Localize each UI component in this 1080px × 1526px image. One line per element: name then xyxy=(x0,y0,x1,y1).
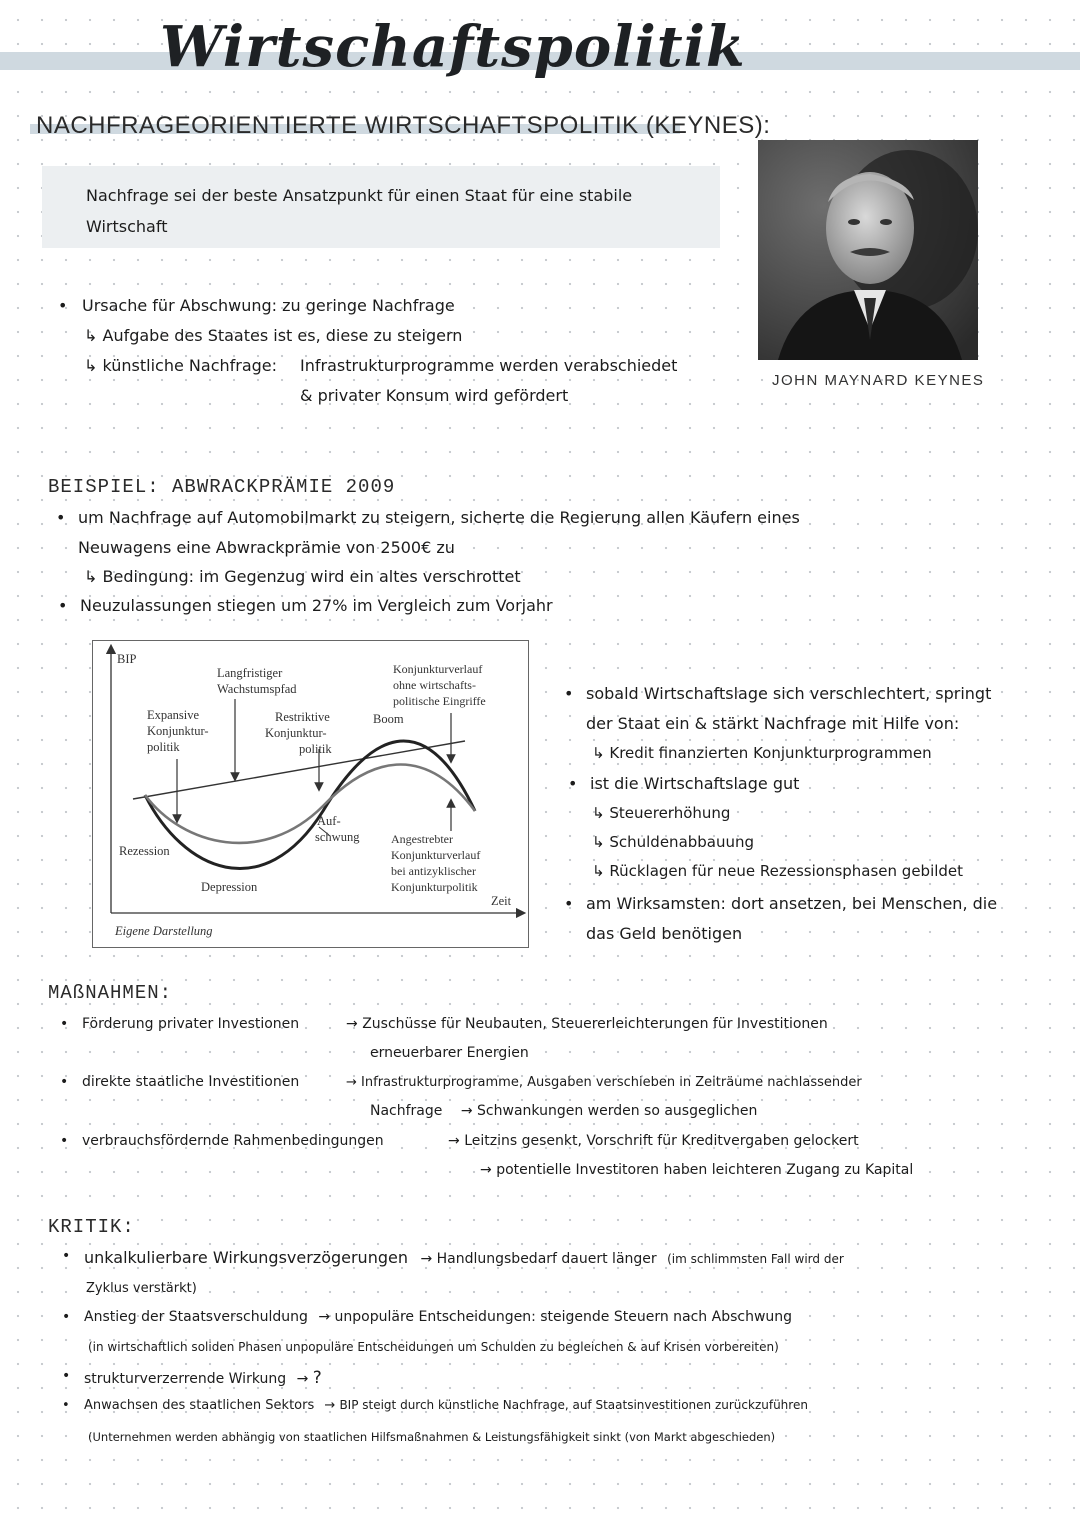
portrait-caption: JOHN MAYNARD KEYNES xyxy=(772,372,985,389)
bullet-dot: • xyxy=(60,1016,69,1032)
right-bullet-1-line1: sobald Wirtschaftslage sich verschlechtert, springt xyxy=(586,684,992,703)
arrow-icon: ↳ xyxy=(592,804,605,822)
measure-3-line2 xyxy=(480,1162,913,1178)
arrow-icon: ↳ xyxy=(592,862,605,880)
arrow-icon: → xyxy=(480,1162,492,1178)
critique-2-b: unpopuläre Entscheidungen: steigende Steuern nach Abschwung xyxy=(334,1309,793,1325)
sub-bullet-artificial-demand xyxy=(84,356,277,375)
right-sub-debt xyxy=(592,833,754,851)
right-bullet-3-line1: am Wirksamsten: dort ansetzen, bei Menschen, die xyxy=(586,894,998,913)
critique-1-a: unkalkulierbare Wirkungsverzögerungen xyxy=(84,1248,408,1267)
expansive-label-1: Expansive xyxy=(147,708,200,722)
example-bullet-1 xyxy=(56,508,800,527)
measure-2-line2 xyxy=(370,1103,757,1119)
measure-2-line1 xyxy=(346,1075,862,1090)
critique-4 xyxy=(62,1398,808,1413)
critique-3-a: strukturverzerrende Wirkung xyxy=(84,1371,287,1387)
artificial-demand-label: künstliche Nachfrage: xyxy=(102,356,278,375)
measure-2-label-text: direkte staatliche Investitionen xyxy=(82,1074,300,1090)
diagram-drawing xyxy=(93,641,528,947)
good-economy-text: ist die Wirtschaftslage gut xyxy=(590,774,800,793)
targeted-label-4: Konjunkturpolitik xyxy=(391,880,478,894)
condition-text: Bedingung: im Gegenzug wird ein altes verschrottet xyxy=(102,567,521,586)
measure-3-line1-text: Leitzins gesenkt, Vorschrift für Kreditvergaben gelockert xyxy=(464,1133,859,1149)
measure-1-line1 xyxy=(346,1016,828,1032)
right-sub-reserves xyxy=(592,862,963,880)
restrictive-label-3: politik xyxy=(299,742,332,756)
example-sub-bullet xyxy=(84,567,521,586)
expansive-label-2: Konjunktur- xyxy=(147,724,209,738)
arrow-icon: ↳ xyxy=(84,567,98,586)
cause-text: Ursache für Abschwung: zu geringe Nachfrage xyxy=(82,296,455,315)
arrow-icon: ↳ xyxy=(592,833,605,851)
bullet-dot: • xyxy=(62,1309,71,1325)
critique-4-b: BIP steigt durch künstliche Nachfrage, auf Staatsinvestitionen zurückzuführen xyxy=(339,1398,808,1412)
critique-heading: KRITIK: xyxy=(48,1216,135,1238)
bullet-dot: • xyxy=(62,1368,71,1384)
arrow-icon: ↳ xyxy=(84,326,98,345)
bullet-dot: • xyxy=(564,684,574,703)
credit-text: Kredit finanzierten Konjunkturprogrammen xyxy=(609,744,932,762)
right-sub-credit xyxy=(592,744,932,762)
business-cycle-diagram xyxy=(92,640,529,948)
section-subtitle: NACHFRAGEORIENTIERTE WIRTSCHAFTSPOLITIK (KEYNES): xyxy=(36,112,771,139)
critique-3 xyxy=(62,1368,322,1388)
example-line2: Neuwagens eine Abwrackprämie von 2500€ zu xyxy=(78,538,455,557)
measure-1-line1-text: Zuschüsse für Neubauten, Steuererleichterungen für Investitionen xyxy=(362,1016,828,1032)
right-bullet-1-line2: der Staat ein & stärkt Nachfrage mit Hilfe von: xyxy=(586,714,960,733)
artificial-demand-line2: & privater Konsum wird gefördert xyxy=(300,386,569,405)
bullet-dot: • xyxy=(62,1248,71,1264)
example-line1: um Nachfrage auf Automobilmarkt zu steigern, sicherte die Regierung allen Käufern eines xyxy=(78,508,800,527)
critique-1-c: (im schlimmsten Fall wird der xyxy=(667,1252,844,1266)
critique-1-line2: Zyklus verstärkt) xyxy=(86,1281,197,1296)
critique-2 xyxy=(62,1309,793,1325)
unregulated-label-2: ohne wirtschafts- xyxy=(393,678,476,692)
arrow-icon: → xyxy=(346,1075,357,1090)
upswing-label-1: Auf- xyxy=(317,814,341,828)
bullet-cause xyxy=(58,296,455,315)
critique-1-b: Handlungsbedarf dauert länger xyxy=(436,1251,657,1267)
registrations-text: Neuzulassungen stiegen um 27% im Vergleich zum Vorjahr xyxy=(80,596,553,615)
measures-heading: MAßNAHMEN: xyxy=(48,982,173,1004)
debt-text: Schuldenabbauung xyxy=(609,833,755,851)
bullet-dot: • xyxy=(58,596,68,615)
measure-3-label xyxy=(60,1133,384,1149)
upswing-label-2: schwung xyxy=(315,830,360,844)
measure-1-label-text: Förderung privater Investionen xyxy=(82,1016,300,1032)
restrictive-label-1: Restriktive xyxy=(275,710,330,724)
unregulated-label-1: Konjunkturverlauf xyxy=(393,662,483,676)
trend-label-1: Langfristiger xyxy=(217,666,283,680)
critique-4-a: Anwachsen des staatlichen Sektors xyxy=(84,1398,315,1413)
bullet-dot: • xyxy=(568,774,578,793)
task-text: Aufgabe des Staates ist es, diese zu steigern xyxy=(102,326,463,345)
bullet-dot: • xyxy=(60,1074,69,1090)
measure-1-line2: erneuerbarer Energien xyxy=(370,1045,529,1061)
arrow-icon: → xyxy=(420,1251,433,1267)
arrow-icon: → xyxy=(346,1016,358,1032)
arrow-icon: → xyxy=(296,1371,309,1387)
sub-bullet-task xyxy=(84,326,462,345)
measure-2-line2-b: Schwankungen werden so ausgeglichen xyxy=(477,1103,758,1119)
measure-3-line1 xyxy=(448,1133,859,1149)
arrow-icon: → xyxy=(448,1133,460,1149)
right-sub-tax xyxy=(592,804,730,822)
critique-3-b: ? xyxy=(312,1368,322,1388)
measure-3-label-text: verbrauchsfördernde Rahmenbedingungen xyxy=(82,1133,384,1149)
artificial-demand-line1: Infrastrukturprogramme werden verabschiedet xyxy=(300,356,678,375)
x-axis-label: Zeit xyxy=(491,894,512,908)
portrait-illustration xyxy=(758,140,978,360)
expansive-label-3: politik xyxy=(147,740,180,754)
tax-text: Steuererhöhung xyxy=(609,804,731,822)
restrictive-label-2: Konjunktur- xyxy=(265,726,327,740)
arrow-icon: → xyxy=(460,1103,473,1119)
bullet-dot: • xyxy=(564,894,574,913)
y-axis-label: BIP xyxy=(117,652,137,666)
bullet-dot: • xyxy=(56,508,66,527)
page-title: Wirtschaftspolitik xyxy=(160,14,746,80)
critique-2-a: Anstieg der Staatsverschuldung xyxy=(84,1309,308,1325)
bullet-dot: • xyxy=(58,296,68,315)
example-bullet-2 xyxy=(58,596,553,615)
measure-3-line2-text: potentielle Investitoren haben leichteren Zugang zu Kapital xyxy=(496,1162,914,1178)
trend-label-2: Wachstumspfad xyxy=(217,682,297,696)
critique-1 xyxy=(62,1248,844,1267)
measure-1-label xyxy=(60,1016,300,1032)
right-bullet-1 xyxy=(564,684,992,703)
targeted-label-1: Angestrebter xyxy=(391,832,453,846)
measure-2-line1-text: Infrastrukturprogramme, Ausgaben verschieben in Zeiträume nachlassender xyxy=(361,1075,862,1090)
right-bullet-3 xyxy=(564,894,998,913)
right-bullet-2 xyxy=(568,774,800,793)
unregulated-label-3: politische Eingriffe xyxy=(393,694,486,708)
critique-2-line2: (in wirtschaftlich soliden Phasen unpopuläre Entscheidungen um Schulden zu begleichen & auf Krisen vorbereiten) xyxy=(88,1340,779,1354)
arrow-icon: → xyxy=(324,1398,336,1413)
bullet-dot: • xyxy=(62,1398,70,1413)
definition-text: Nachfrage sei der beste Ansatzpunkt für einen Staat für eine stabile Wirtschaft xyxy=(86,186,633,236)
recession-label: Rezession xyxy=(119,844,170,858)
reserves-text: Rücklagen für neue Rezessionsphasen gebildet xyxy=(609,862,964,880)
arrow-icon: ↳ xyxy=(84,356,98,375)
boom-label: Boom xyxy=(373,712,404,726)
bullet-dot: • xyxy=(60,1133,69,1149)
keynes-portrait xyxy=(758,140,978,360)
depression-label: Depression xyxy=(201,880,258,894)
measure-2-line2-a: Nachfrage xyxy=(370,1103,443,1119)
measure-2-label xyxy=(60,1074,300,1090)
targeted-label-3: bei antizyklischer xyxy=(391,864,476,878)
arrow-icon: ↳ xyxy=(592,744,605,762)
diagram-source: Eigene Darstellung xyxy=(115,924,213,938)
example-heading: BEISPIEL: ABWRACKPRÄMIE 2009 xyxy=(48,476,396,498)
right-bullet-3-line2: das Geld benötigen xyxy=(586,924,743,943)
critique-4-line2: (Unternehmen werden abhängig von staatlichen Hilfsmaßnahmen & Leistungsfähigkeit sinkt (von Markt abgeschieden) xyxy=(88,1430,776,1444)
arrow-icon: → xyxy=(318,1309,331,1325)
targeted-label-2: Konjunkturverlauf xyxy=(391,848,481,862)
